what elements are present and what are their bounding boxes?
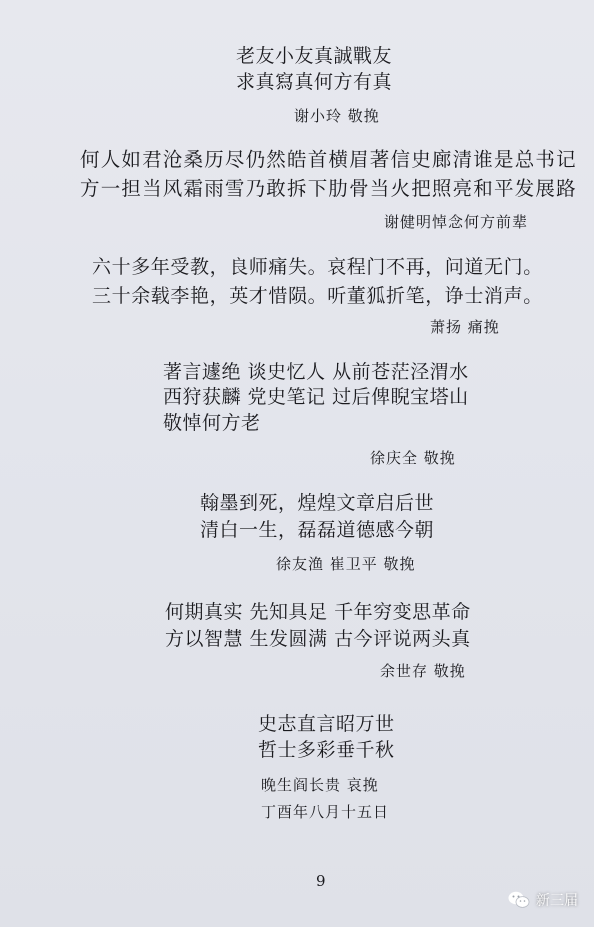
watermark-text: 新三届 xyxy=(536,893,578,909)
date-line: 丁酉年八月十五日 xyxy=(261,803,390,821)
couplet-line: 老友小友真誠戰友 xyxy=(236,45,393,67)
signature: 徐友渔 崔卫平 敬挽 xyxy=(276,555,416,573)
signature: 谢小玲 敬挽 xyxy=(294,107,380,125)
page-number: 9 xyxy=(316,872,326,890)
signature: 萧扬 痛挽 xyxy=(430,318,500,336)
couplet-line: 敬悼何方老 xyxy=(163,412,261,434)
signature: 徐庆全 敬挽 xyxy=(370,449,456,467)
couplet-line: 西狩获麟 党史笔记 过后俾睨宝塔山 xyxy=(163,386,469,408)
couplet-line: 翰墨到死，煌煌文章启后世 xyxy=(200,492,435,514)
couplet-line: 著言遽绝 谈史忆人 从前苍茫泾渭水 xyxy=(163,361,469,383)
couplet-line: 史志直言昭万世 xyxy=(258,713,395,735)
signature: 余世存 敬挽 xyxy=(380,662,466,680)
signature: 晚生阎长贵 哀挽 xyxy=(261,776,379,794)
couplet-line: 方以智慧 生发圆满 古今评说两头真 xyxy=(165,628,471,650)
watermark xyxy=(508,890,578,910)
couplet-line: 何期真实 先知具足 千年穷变思革命 xyxy=(165,601,471,623)
couplet-line: 清白一生，磊磊道德感今朝 xyxy=(200,519,435,541)
couplet-line: 六十多年受教，良师痛失。哀程门不再，问道无门。 xyxy=(92,256,543,278)
wechat-icon xyxy=(508,891,530,909)
couplet-line: 三十余载李艳，英才惜陨。听董狐折笔，诤士消声。 xyxy=(92,285,543,307)
couplet-line: 方一担当风霜雨雪乃敢拆下肋骨当火把照亮和平发展路 xyxy=(80,177,577,200)
couplet-line: 哲士多彩垂千秋 xyxy=(258,739,395,761)
couplet-line: 求真寫真何方有真 xyxy=(236,71,393,93)
signature: 谢健明悼念何方前辈 xyxy=(384,213,529,231)
couplet-line: 何人如君沧桑历尽仍然皓首横眉著信史廊清谁是总书记 xyxy=(80,148,577,171)
